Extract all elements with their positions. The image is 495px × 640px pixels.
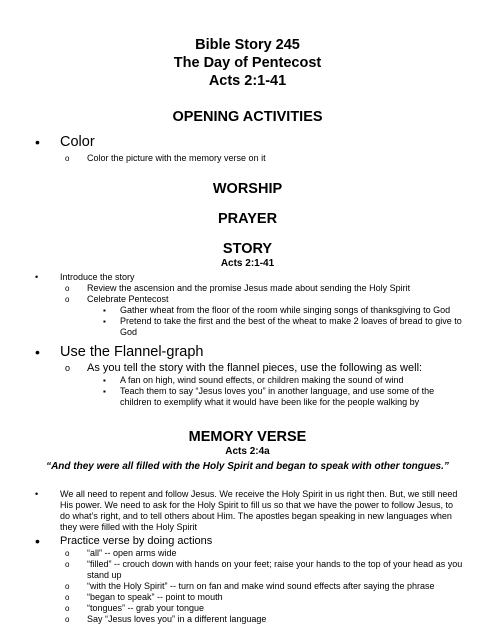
action-item: o “tongues” -- grab your tongue bbox=[30, 603, 465, 614]
memory-verse-text: “And they were all filled with the Holy Spirit and began to speak with other tongues.” bbox=[46, 461, 449, 472]
worship-heading: WORSHIP bbox=[212, 181, 283, 197]
action-item: o “all” -- open arms wide bbox=[30, 548, 465, 559]
gather-wheat-item: ▪ Gather wheat from the floor of the room while singing songs of thanksgiving to God bbox=[30, 305, 465, 316]
document-header bbox=[30, 0, 465, 90]
color-sub-item: o Color the picture with the memory verse on it bbox=[30, 153, 465, 164]
practice-verse-bullet: • Practice verse by doing actions bbox=[30, 535, 465, 548]
opening-activities-heading: OPENING ACTIVITIES bbox=[172, 109, 323, 125]
color-bullet: • Color bbox=[30, 134, 465, 151]
flannel-sub-item: o As you tell the story with the flannel pieces, use the following as well: bbox=[30, 362, 465, 375]
repent-paragraph: • We all need to repent and follow Jesus. We receive the Holy Spirit in us right then. But, we still need His power. We need to ask for the Holy Spirit to fill us so that we have the power to follow Jesus, to do what’s right, and to tell others about Him. The apostles began speaking in new languages when they were filled with the Holy Spirit bbox=[30, 489, 465, 533]
action-item: o “with the Holy Spirit” -- turn on fan and make wind sound effects after saying the phrase bbox=[30, 581, 465, 592]
introduce-story-item: • Introduce the story bbox=[30, 272, 465, 283]
jesus-loves-you-item: ▪ Teach them to say “Jesus loves you” in another language, and use some of the children to exemplify what it would have been like for the people walking by bbox=[30, 386, 465, 408]
celebrate-pentecost-item: o Celebrate Pentecost bbox=[30, 294, 465, 305]
story-title: The Day of Pentecost bbox=[173, 55, 322, 71]
story-reference: Acts 2:1-41 bbox=[208, 73, 287, 89]
action-item: o “filled” -- crouch down with hands on your feet; raise your hands to the top of your head as you stand up bbox=[30, 559, 465, 581]
story-number: Bible Story 245 bbox=[195, 37, 300, 53]
memory-verse-heading: MEMORY VERSE bbox=[188, 429, 307, 445]
action-item: o “began to speak” -- point to mouth bbox=[30, 592, 465, 603]
story-heading: STORY bbox=[222, 241, 273, 257]
fan-wind-item: ▪ A fan on high, wind sound effects, or children making the sound of wind bbox=[30, 375, 465, 386]
story-section-reference: Acts 2:1-41 bbox=[220, 258, 275, 269]
memory-verse-reference: Acts 2:4a bbox=[225, 446, 270, 457]
review-ascension-item: o Review the ascension and the promise Jesus made about sending the Holy Spirit bbox=[30, 283, 465, 294]
flannel-graph-bullet: • Use the Flannel-graph bbox=[30, 344, 465, 361]
prayer-heading: PRAYER bbox=[217, 211, 278, 227]
pretend-bread-item: ▪ Pretend to take the first and the best of the wheat to make 2 loaves of bread to give to God bbox=[30, 316, 465, 338]
action-item: o Say “Jesus loves you” in a different language bbox=[30, 614, 465, 625]
